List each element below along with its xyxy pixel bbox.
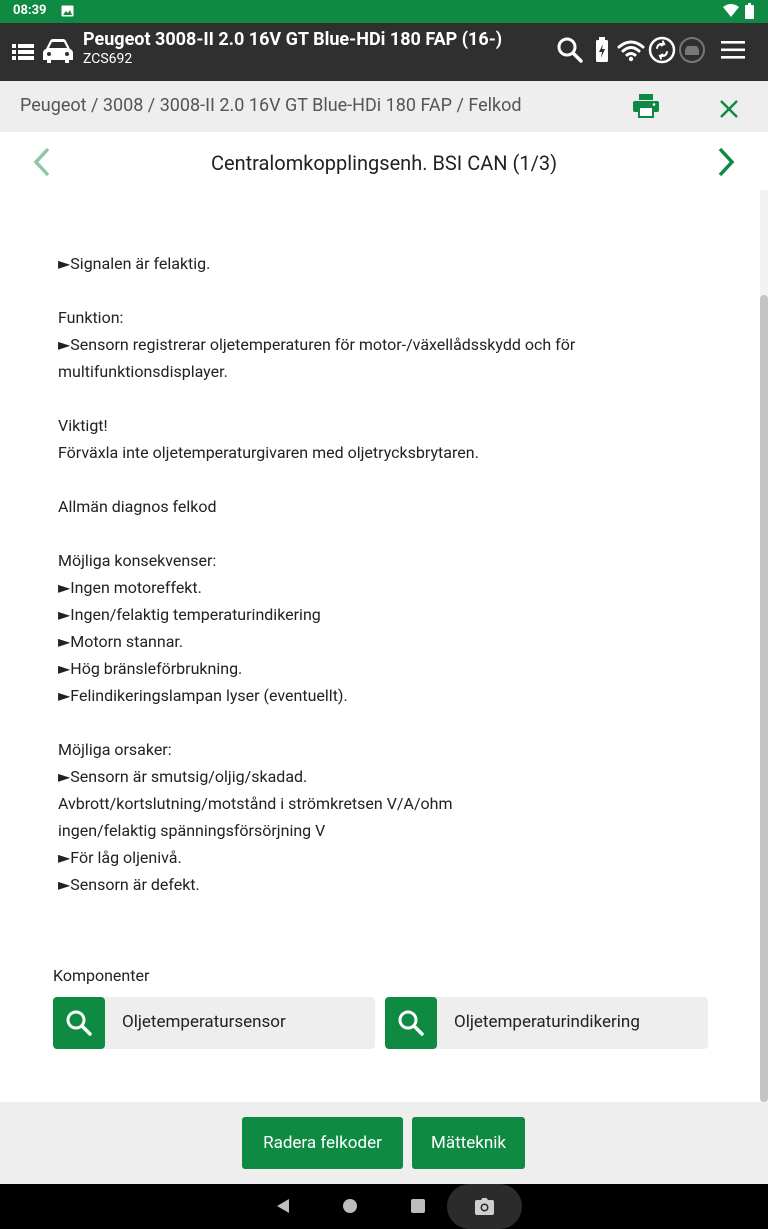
text-line: ►Signalen är felaktig. (58, 254, 211, 273)
component-search-button[interactable] (53, 997, 105, 1049)
chevron-right-icon[interactable] (714, 146, 738, 178)
blank-line (58, 466, 738, 493)
wifi-status-icon (723, 4, 739, 18)
blank-line (58, 520, 738, 547)
text-line: Allmän diagnos felkod (58, 497, 217, 516)
text-line: ►För låg oljenivå. (58, 848, 182, 867)
text-line: Möjliga konsekvenser: (58, 551, 217, 570)
list-menu-icon[interactable] (12, 43, 34, 61)
component-oljetemperaturindikering[interactable] (385, 997, 708, 1049)
page-title: Centralomkopplingsenh. BSI CAN (1/3) (210, 151, 558, 175)
home-icon[interactable] (343, 1199, 357, 1213)
text-line: multifunktionsdisplayer. (58, 362, 228, 381)
components-label: Komponenter (53, 966, 150, 985)
text-line: Viktigt! (58, 416, 108, 435)
component-search-button[interactable] (385, 997, 437, 1049)
text-line: Förväxla inte oljetemperaturgivaren med oljetrycksbrytaren. (58, 443, 479, 462)
wifi-icon[interactable] (617, 36, 645, 64)
blank-line (58, 709, 738, 736)
text-line: ►Ingen motoreffekt. (58, 578, 202, 597)
search-icon[interactable] (556, 36, 584, 64)
system-navigation-bar (0, 1184, 768, 1229)
text-line: Avbrott/kortslutning/motstånd i strömkretsen V/A/ohm (58, 794, 453, 813)
vehicle-title: Peugeot 3008-II 2.0 16V GT Blue-HDi 180 FAP (16-) (83, 29, 503, 50)
breadcrumb-bar (0, 81, 768, 132)
text-line: Möjliga orsaker: (58, 740, 172, 759)
vehicle-registration: ZCS692 (83, 51, 133, 67)
component-oljetemperatursensor[interactable] (53, 997, 375, 1049)
camera-icon (475, 1198, 494, 1215)
text-line: ►Felindikeringslampan lyser (eventuellt). (58, 686, 348, 705)
car-icon[interactable] (42, 37, 74, 65)
search-icon (65, 1009, 93, 1037)
screenshot-button[interactable] (447, 1184, 522, 1229)
blank-line (58, 277, 738, 304)
search-icon (397, 1009, 425, 1037)
print-icon[interactable] (633, 94, 659, 118)
text-line: ►Hög bränsleförbrukning. (58, 659, 243, 678)
text-line: Funktion: (58, 308, 124, 327)
text-line: ►Ingen/felaktig temperaturindikering (58, 605, 321, 624)
vehicle-connection-icon[interactable] (678, 36, 706, 64)
text-line: ►Sensorn är smutsig/oljig/skadad. (58, 767, 308, 786)
clear-fault-codes-button[interactable]: Radera felkoder (242, 1117, 403, 1169)
page-navigation (0, 132, 768, 192)
action-bar (0, 1102, 768, 1184)
gallery-notification-icon (61, 5, 74, 17)
scrollbar-thumb[interactable] (760, 295, 768, 1102)
battery-status-icon (745, 3, 754, 19)
vci-battery-icon[interactable] (591, 36, 613, 64)
breadcrumb[interactable]: Peugeot / 3008 / 3008-II 2.0 16V GT Blue-HDi 180 FAP / Felkod (20, 95, 522, 116)
recent-apps-icon[interactable] (411, 1199, 425, 1213)
measuring-technique-button[interactable]: Mätteknik (412, 1117, 525, 1169)
back-icon[interactable] (275, 1198, 291, 1214)
sync-icon[interactable] (648, 36, 676, 64)
status-time: 08:39 (13, 3, 47, 18)
text-line: ►Motorn stannar. (58, 632, 184, 651)
close-icon[interactable] (718, 98, 740, 120)
app-bar (0, 23, 768, 81)
status-bar (0, 0, 768, 23)
text-line: ►Sensorn är defekt. (58, 875, 200, 894)
component-label: Oljetemperaturindikering (454, 1012, 640, 1032)
hamburger-menu-icon[interactable] (720, 39, 746, 61)
blank-line (58, 385, 738, 412)
text-line: ingen/felaktig spänningsförsörjning V (58, 821, 326, 840)
text-line: ►Sensorn registrerar oljetemperaturen för motor-/växellådsskydd och för (58, 335, 576, 354)
component-label: Oljetemperatursensor (122, 1012, 286, 1032)
fault-description (58, 250, 738, 898)
